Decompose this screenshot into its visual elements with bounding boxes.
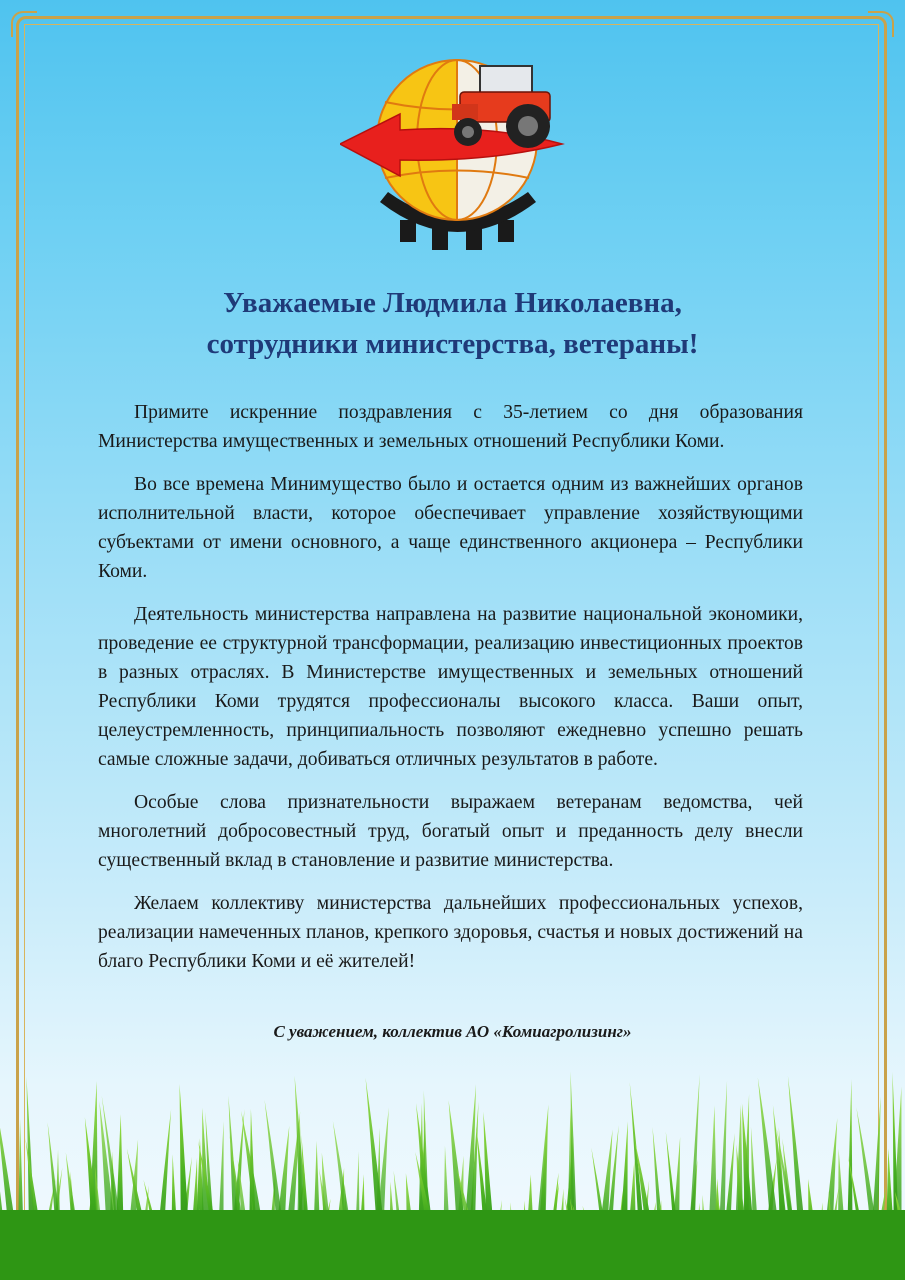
signature: С уважением, коллектив АО «Комиагролизинг»	[273, 1022, 632, 1041]
frame-corner-ornament	[868, 11, 894, 37]
grass-border	[0, 1060, 905, 1280]
paragraph: Примите искренние поздравления с 35-летием со дня образования Министерства имущественных и земельных отношений Республики Коми.	[98, 402, 803, 452]
greeting-heading	[60, 283, 845, 365]
company-logo	[340, 52, 570, 252]
frame-corner-ornament	[11, 11, 37, 37]
letter-body	[98, 398, 803, 990]
paragraph: Желаем коллективу министерства дальнейших профессиональных успехов, реализации намеченных планов, крепкого здоровья, счастья и новых достижений на благо Республики Коми и её жителей!	[98, 893, 803, 972]
heading-line-1: Уважаемые Людмила Николаевна,	[223, 287, 682, 319]
heading-line-2: сотрудники министерства, ветераны!	[206, 328, 699, 360]
paragraph: Особые слова признательности выражаем ветеранам ведомства, чей многолетний добросовестный труд, богатый опыт и преданность делу внесли существенный вклад в становление и развитие министерства.	[98, 792, 803, 871]
paragraph: Деятельность министерства направлена на развитие национальной экономики, проведение ее структурной трансформации, реализацию инвестиционных проектов в разных отраслях. В Министерстве имущественных и земельных отношений Республики Коми трудятся профессионалы высокого класса. Ваши опыт, целеустремленность, принципиальность позволяют ежедневно успешно решать самые сложные задачи, добиваться отличных результатов в работе.	[98, 604, 803, 770]
paragraph: Во все времена Минимущество было и остается одним из важнейших органов исполнительной власти, которое обеспечивает управление хозяйствующими субъектами от имени основного, а чаще единственного акционера – Республики Коми.	[98, 474, 803, 582]
